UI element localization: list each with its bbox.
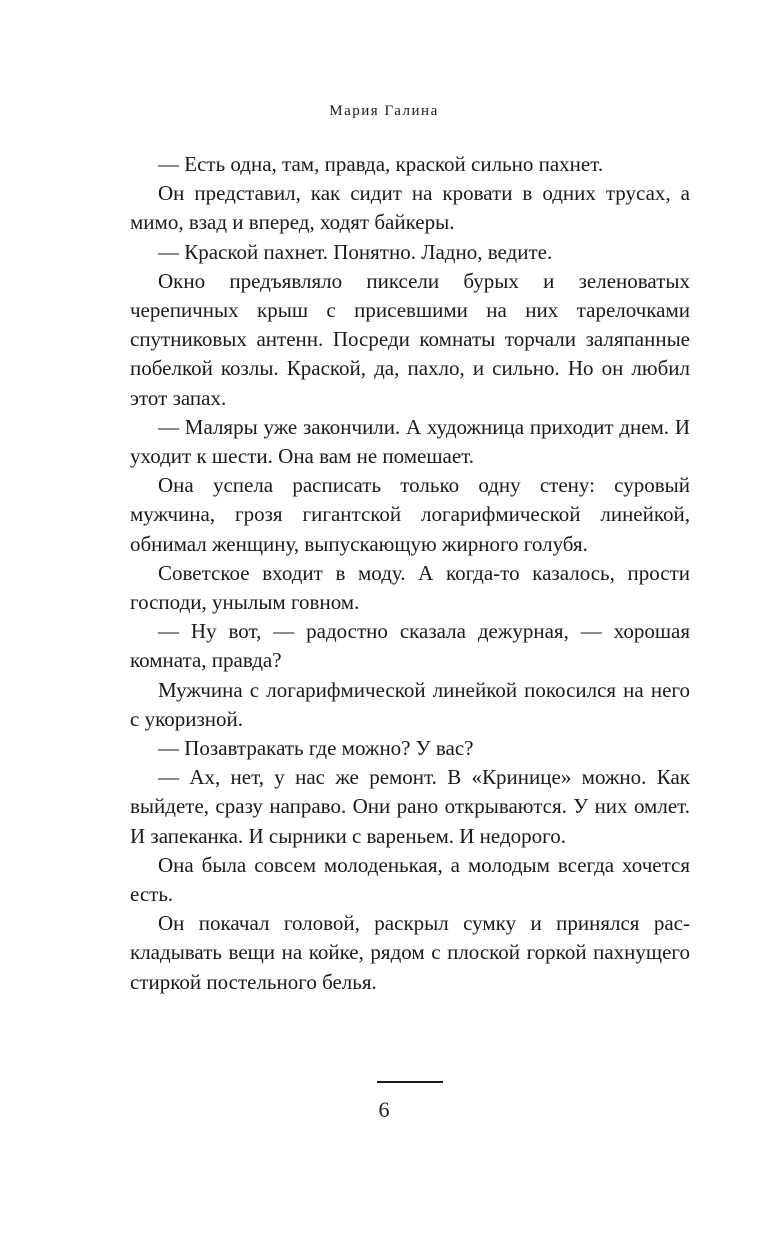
paragraph: Он представил, как сидит на кровати в одних трусах, а мимо, взад и вперед, ходят байкеры.	[130, 181, 690, 235]
paragraph: — Позавтракать где можно? У вас?	[158, 736, 474, 761]
folio-rule	[377, 1081, 443, 1083]
paragraph: Мужчина с логарифмической линейкой покосился на него с укоризной.	[130, 677, 690, 731]
paragraph: Советское входит в моду. А когда-то казалось, прости господи, унылым говном.	[130, 560, 690, 615]
paragraph: — Маляры уже закончили. А художница приходит днем. И уходит к шести. Она вам не помешает.	[130, 414, 690, 469]
running-head-author: Мария Галина	[329, 103, 439, 119]
paragraph: — Есть одна, там, правда, краской сильно пахнет.	[158, 152, 604, 176]
paragraph: Она была совсем молоденькая, а молодым всегда хочется есть.	[130, 852, 690, 907]
page-number: 6	[378, 1097, 390, 1122]
paragraph: — Ах, нет, у нас же ремонт. В «Кринице» можно. Как выйдете, сразу направо. Они рано открываются. У них омлет. И запеканка. И сырники с вареньем. И недорого.	[130, 765, 690, 848]
paragraph: Окно предъявляло пиксели бурых и зеленоватых черепичных крыш с присевшими на них тарелочками спутниковых антенн. Посреди комнаты торчали заляпанные побелкой козлы. Краской, да, пахло, и сильно. Но он любил этот запах.	[130, 268, 690, 410]
paragraph: Он покачал головой, раскрыл сумку и принялся раскладывать вещи на койке, рядом с плоской горкой пахнущего стиркой постельного белья.	[130, 911, 690, 994]
paragraph: Она успела расписать только одну стену: суровый мужчина, грозя гигантской логарифмической линейкой, обнимал женщину, выпускающую жирного голубя.	[130, 473, 690, 556]
paragraph: — Краской пахнет. Понятно. Ладно, ведите.	[158, 239, 553, 264]
body-text	[130, 150, 690, 997]
paragraph: — Ну вот, — радостно сказала дежурная, — хорошая комната, правда?	[130, 619, 690, 673]
